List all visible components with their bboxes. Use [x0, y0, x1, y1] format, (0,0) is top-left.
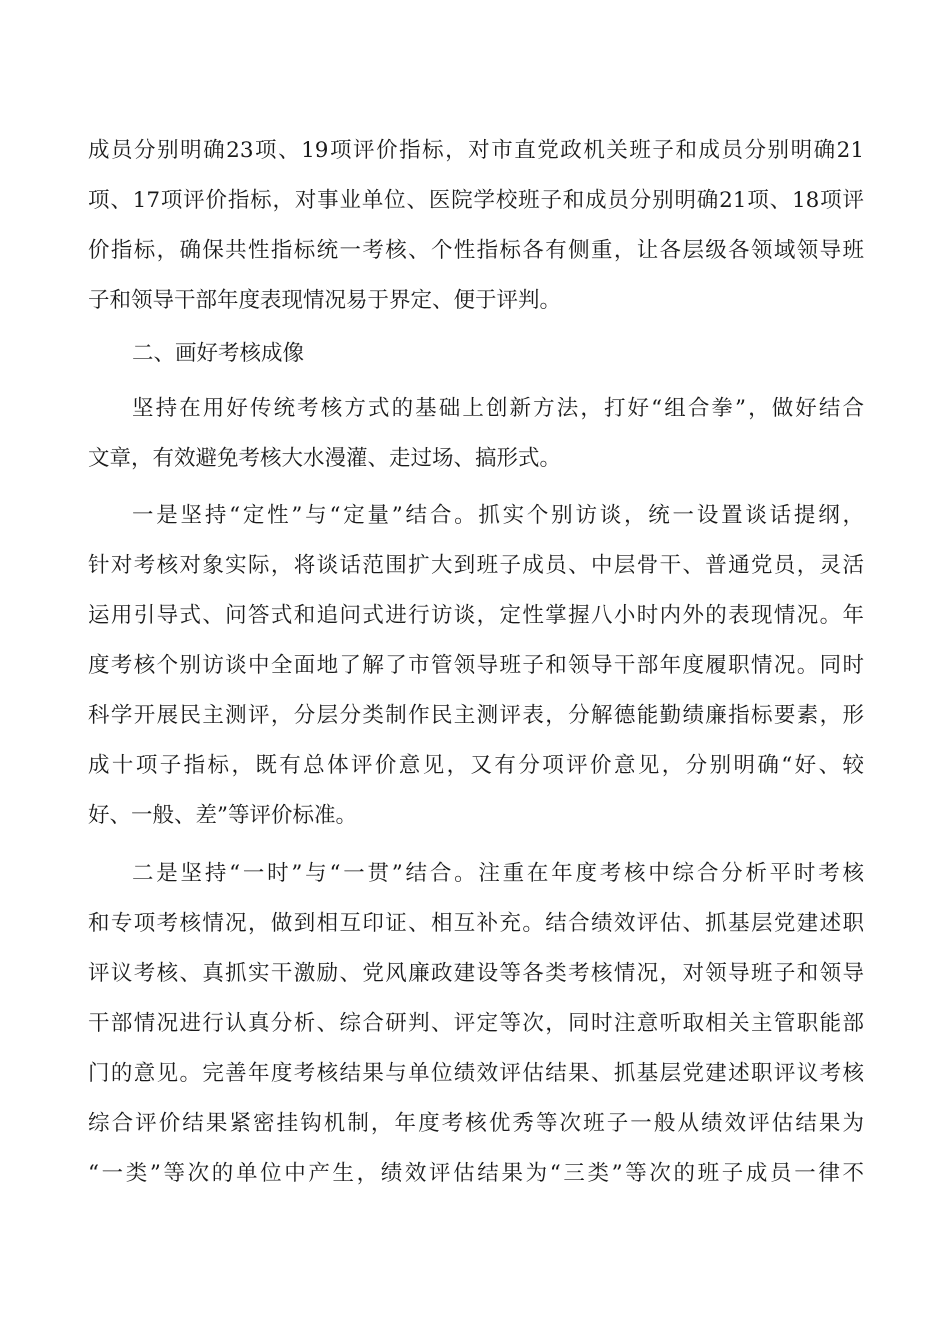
text-line: 干部情况进行认真分析、综合研判、评定等次，同时注意听取相关主管职能部 [88, 1011, 864, 1036]
text-line: 子和领导干部年度表现情况易于界定、便于评判。 [88, 288, 562, 313]
text-line: 运用引导式、问答式和追问式进行访谈，定性掌握八小时内外的表现情况。年 [88, 603, 864, 628]
text-line: 针对考核对象实际，将谈话范围扩大到班子成员、中层骨干、普通党员，灵活 [88, 553, 864, 578]
paragraph-first-line: 坚持在用好传统考核方式的基础上创新方法，打好“组合拳”，做好结合 [132, 396, 864, 421]
text-line: 综合评价结果紧密挂钩机制，年度考核优秀等次班子一般从绩效评估结果为 [88, 1111, 864, 1136]
text-line: 文章，有效避免考核大水漫灌、走过场、搞形式。 [88, 446, 562, 471]
text-line: 和专项考核情况，做到相互印证、相互补充。结合绩效评估、抓基层党建述职 [88, 911, 864, 936]
text-line: “一类”等次的单位中产生，绩效评估结果为“三类”等次的班子成员一律不 [88, 1161, 864, 1186]
section-heading: 二、画好考核成像 [132, 341, 305, 366]
text-line: 项、17项评价指标，对事业单位、医院学校班子和成员分别明确21项、18项评 [88, 188, 864, 213]
text-line: 度考核个别访谈中全面地了解了市管领导班子和领导干部年度履职情况。同时 [88, 653, 864, 678]
paragraph-first-line: 一是坚持“定性”与“定量”结合。抓实个别访谈，统一设置谈话提纲， [132, 503, 864, 528]
text-line: 评议考核、真抓实干激励、党风廉政建设等各类考核情况，对领导班子和领导 [88, 961, 864, 986]
paragraph-first-line: 二是坚持“一时”与“一贯”结合。注重在年度考核中综合分析平时考核 [132, 861, 864, 886]
text-line: 好、一般、差”等评价标准。 [88, 803, 357, 828]
text-line: 价指标，确保共性指标统一考核、个性指标各有侧重，让各层级各领域领导班 [88, 238, 864, 263]
text-line: 成员分别明确23项、19项评价指标，对市直党政机关班子和成员分别明确21 [88, 138, 864, 163]
text-line: 科学开展民主测评，分层分类制作民主测评表，分解德能勤绩廉指标要素，形 [88, 703, 864, 728]
text-line: 门的意见。完善年度考核结果与单位绩效评估结果、抓基层党建述职评议考核 [88, 1061, 864, 1086]
text-line: 成十项子指标，既有总体评价意见，又有分项评价意见，分别明确“好、较 [88, 753, 864, 778]
